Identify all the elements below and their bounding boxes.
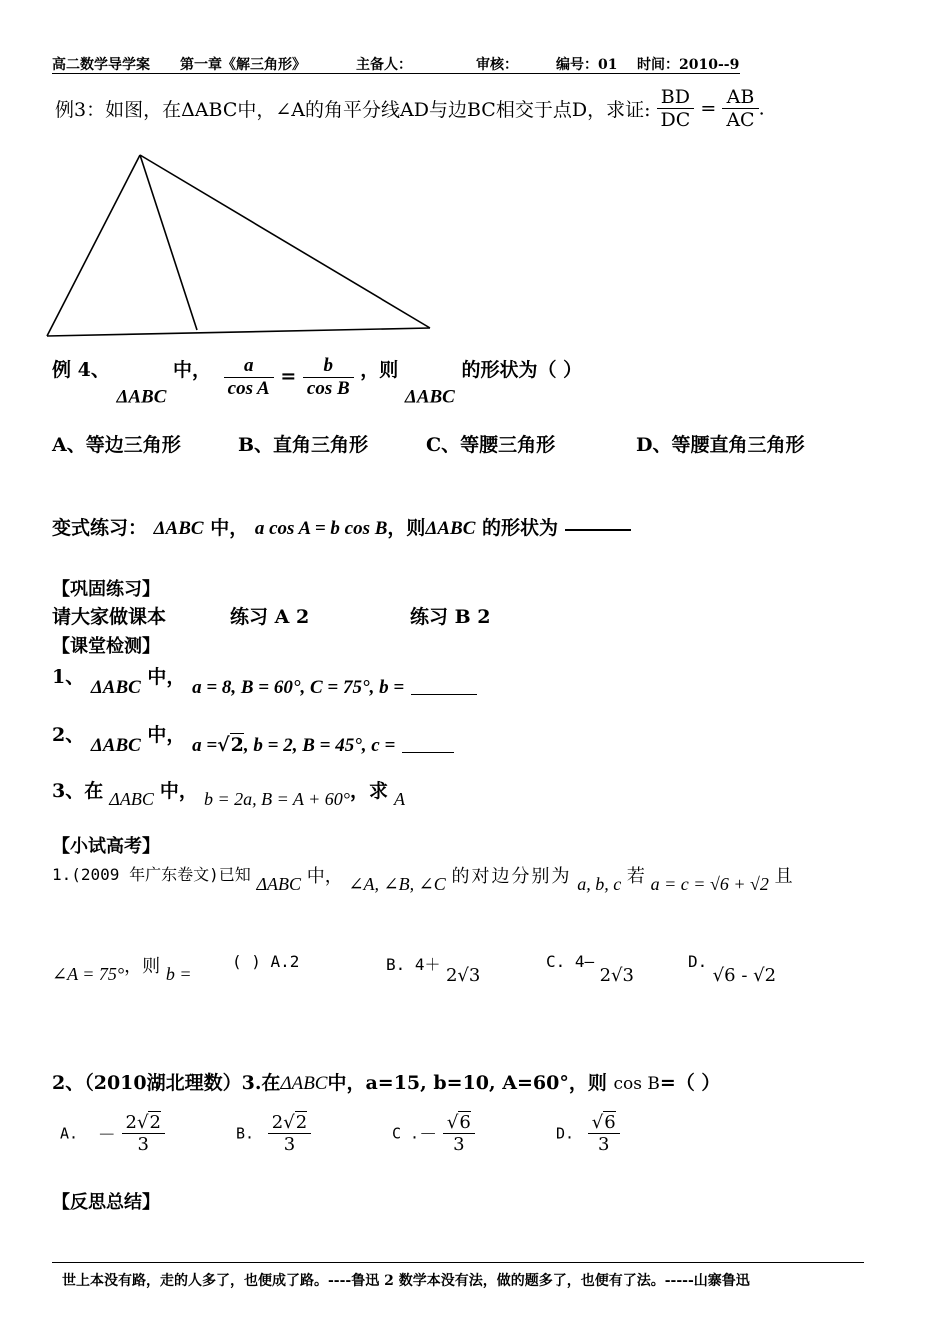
gaokao-q2-option-b	[236, 1112, 311, 1155]
answer-blank	[411, 693, 477, 695]
q1-expression: a = 8, B = 60°, C = 75°, b =	[192, 677, 405, 698]
q1-angles: ∠A, ∠B, ∠C	[348, 874, 446, 894]
gaokao-q2	[52, 1068, 720, 1095]
angle-bisector-ad	[140, 155, 197, 330]
consolidate-line: 请大家做课本	[52, 606, 167, 628]
fraction-numerator: √6	[446, 1112, 471, 1133]
equals-sign: =	[700, 97, 717, 120]
fraction-numerator: 2√2	[271, 1112, 308, 1133]
option-sign: －	[97, 1124, 116, 1146]
question-number: 1、	[52, 666, 85, 688]
q1-b-variable: b =	[165, 964, 192, 984]
text-dui: 的对边分别为	[451, 866, 572, 887]
header-number: 编号：01	[556, 57, 618, 73]
q2-tail: =（ ）	[659, 1072, 721, 1094]
sqrt-radicand: 6	[604, 1112, 616, 1133]
q1-prefix: 1.(2009 年广东卷文)已知	[52, 865, 251, 884]
fraction-numerator: b	[323, 355, 334, 376]
consolidate-ex-a: 练习 A 2	[230, 606, 310, 628]
question-number: 3、在	[52, 780, 104, 802]
fraction-denominator: 3	[443, 1133, 475, 1155]
coefficient: 2	[125, 1112, 137, 1133]
example-4-option-b: B、直角三角形	[238, 434, 369, 456]
text-zhong: 中，	[306, 866, 343, 887]
fraction-numerator: 2√2	[125, 1112, 161, 1133]
sqrt-radicand: 2	[295, 1112, 308, 1133]
period: .	[758, 97, 765, 120]
triangle-symbol: ΔABC	[425, 518, 476, 539]
triangle-symbol: ΔABC	[90, 735, 141, 756]
text-ze: ，则	[124, 956, 161, 977]
fraction-denominator: 3	[122, 1133, 165, 1155]
header-author: 主备人：	[356, 57, 412, 73]
option-fraction	[588, 1112, 620, 1155]
q2-conditions: 中，a=15, b=10, A=60°，则	[327, 1072, 607, 1094]
fraction-denominator: cos B	[303, 377, 354, 400]
example-4-question: 的形状为（ ）	[461, 359, 583, 381]
question-number: 2、	[52, 724, 85, 746]
gaokao-q1-line1	[52, 862, 793, 895]
text-zhong: 中，	[147, 666, 186, 688]
gaokao-q2-option-d	[556, 1112, 620, 1155]
triangle-symbol: ΔABC	[256, 874, 301, 894]
triangle-symbol: ΔABC	[404, 386, 455, 408]
option-label: D.	[688, 952, 708, 971]
example-4	[52, 355, 582, 409]
sqrt-radicand: 2	[149, 1112, 161, 1133]
example-4-option-a: A、等边三角形	[52, 434, 181, 456]
equals-sign: =	[280, 365, 297, 388]
triangle-symbol: ΔABC	[109, 789, 154, 809]
option-label: B.	[236, 1124, 255, 1143]
section-reflect: 【反思总结】	[52, 1192, 160, 1213]
gaokao-q1-option-d	[688, 952, 776, 986]
example-4-fraction-2	[303, 355, 354, 400]
triangle-symbol: ΔABC	[90, 677, 141, 698]
q2-expression	[192, 734, 402, 756]
text-ze: ，则	[387, 517, 426, 539]
variant-question: 的形状为	[482, 517, 559, 539]
text-ze: ，则	[360, 359, 399, 381]
example-3-text: 例3：如图，在ΔABC中，∠A的角平分线AD与边BC相交于点D，求证:	[55, 99, 651, 121]
coefficient: 2	[271, 1112, 284, 1133]
gaokao-q1-option-a: ( ) A.2	[232, 952, 300, 971]
sqrt-radicand: 6	[459, 1112, 471, 1133]
gaokao-q2-option-a	[60, 1112, 165, 1155]
fraction-numerator: a	[243, 355, 254, 376]
option-value: √6 - √2	[712, 965, 777, 986]
section-consolidate: 【巩固练习】	[52, 579, 160, 600]
option-fraction	[122, 1112, 165, 1155]
gaokao-q2-option-c	[392, 1112, 475, 1155]
text-qiu: ，求	[349, 780, 388, 802]
text-zhong: 中，	[147, 724, 186, 746]
triangle-side-ac	[140, 155, 430, 328]
footer-quote: 世上本没有路，走的人多了，也便成了路。----鲁迅 2 数学本没有法，做的题多了，也便有了法。-----山寨鲁迅	[62, 1273, 750, 1289]
q2-expression-part: a =	[192, 735, 218, 756]
fraction-numerator: BD	[660, 86, 690, 108]
q2-cos-b: cos B	[613, 1074, 660, 1094]
q2-expression-part: , b = 2, B = 45°, c =	[243, 735, 396, 756]
option-label: C .	[392, 1124, 420, 1143]
option-fraction	[268, 1112, 311, 1155]
sqrt-radicand: 2	[230, 734, 244, 756]
option-label: D.	[556, 1124, 575, 1143]
q1-angle: ∠A = 75°	[52, 964, 125, 984]
triangle-side-ab	[47, 155, 140, 336]
option-label: B. 4＋	[386, 955, 441, 974]
gaokao-q1-line2	[52, 952, 192, 985]
q2-prefix: 2、（2010湖北理数）3.在	[52, 1072, 281, 1094]
text-ruo: 若	[626, 866, 645, 887]
variant-label: 变式练习：	[52, 517, 148, 539]
option-value: 2√3	[445, 965, 481, 986]
fraction-denominator: 3	[588, 1133, 620, 1155]
text-qie: 且	[774, 866, 793, 887]
variant-expression: a cos A = b cos B	[254, 518, 388, 539]
example-3-fraction-2	[722, 86, 758, 131]
gaokao-q1-option-b	[386, 952, 480, 986]
fraction-numerator: AB	[726, 86, 755, 108]
example-4-label: 例 4、	[52, 359, 110, 381]
section-class-check: 【课堂检测】	[52, 636, 160, 657]
triangle-side-bc	[47, 328, 430, 336]
example-4-fraction-1	[224, 355, 274, 400]
text-zhong: 中，	[210, 517, 249, 539]
option-label: C. 4—	[546, 952, 595, 971]
triangle-symbol: ΔABC	[116, 386, 167, 408]
text-zhong: 中，	[173, 359, 212, 381]
variant-exercise	[52, 513, 631, 540]
consolidate-ex-b: 练习 B 2	[410, 606, 491, 628]
fraction-denominator: AC	[722, 108, 758, 131]
example-3	[55, 86, 765, 131]
example-4-option-c: C、等腰三角形	[426, 434, 556, 456]
fraction-denominator: cos A	[224, 377, 274, 400]
header-time: 时间：2010--9	[637, 57, 740, 73]
header-chapter: 第一章《解三角形》	[180, 57, 306, 73]
text-zhong: 中，	[159, 780, 198, 802]
check-q1	[52, 662, 477, 699]
q1-expression: a = c = √6 + √2	[650, 874, 769, 894]
fraction-denominator: DC	[657, 108, 695, 131]
option-value: 2√3	[599, 965, 634, 986]
fraction-numerator: √6	[591, 1112, 616, 1133]
footer-rule	[52, 1262, 864, 1263]
example-3-fraction-1	[657, 86, 695, 131]
example-4-option-d: D、等腰直角三角形	[636, 434, 805, 456]
option-sign: －	[419, 1124, 438, 1146]
fraction-denominator: 3	[268, 1133, 311, 1155]
header-rule	[52, 73, 740, 74]
triangle-symbol: ΔABC	[153, 518, 204, 539]
answer-blank	[565, 528, 631, 531]
section-gaokao: 【小试高考】	[52, 836, 160, 857]
header-reviewer: 审核：	[476, 57, 518, 73]
option-label: A.	[60, 1124, 79, 1143]
q3-variable: A	[394, 789, 405, 809]
check-q2	[52, 720, 454, 757]
answer-blank	[402, 751, 454, 753]
option-fraction	[443, 1112, 475, 1155]
header-course: 高二数学导学案	[52, 57, 150, 73]
sqrt-symbol: √	[217, 734, 230, 756]
check-q3	[52, 776, 405, 810]
gaokao-q1-option-c	[546, 952, 634, 986]
triangle-figure	[0, 140, 450, 350]
q3-expression: b = 2a, B = A + 60°	[203, 789, 350, 809]
triangle-symbol: ΔABC	[280, 1073, 328, 1094]
q1-sides: a, b, c	[577, 874, 622, 894]
